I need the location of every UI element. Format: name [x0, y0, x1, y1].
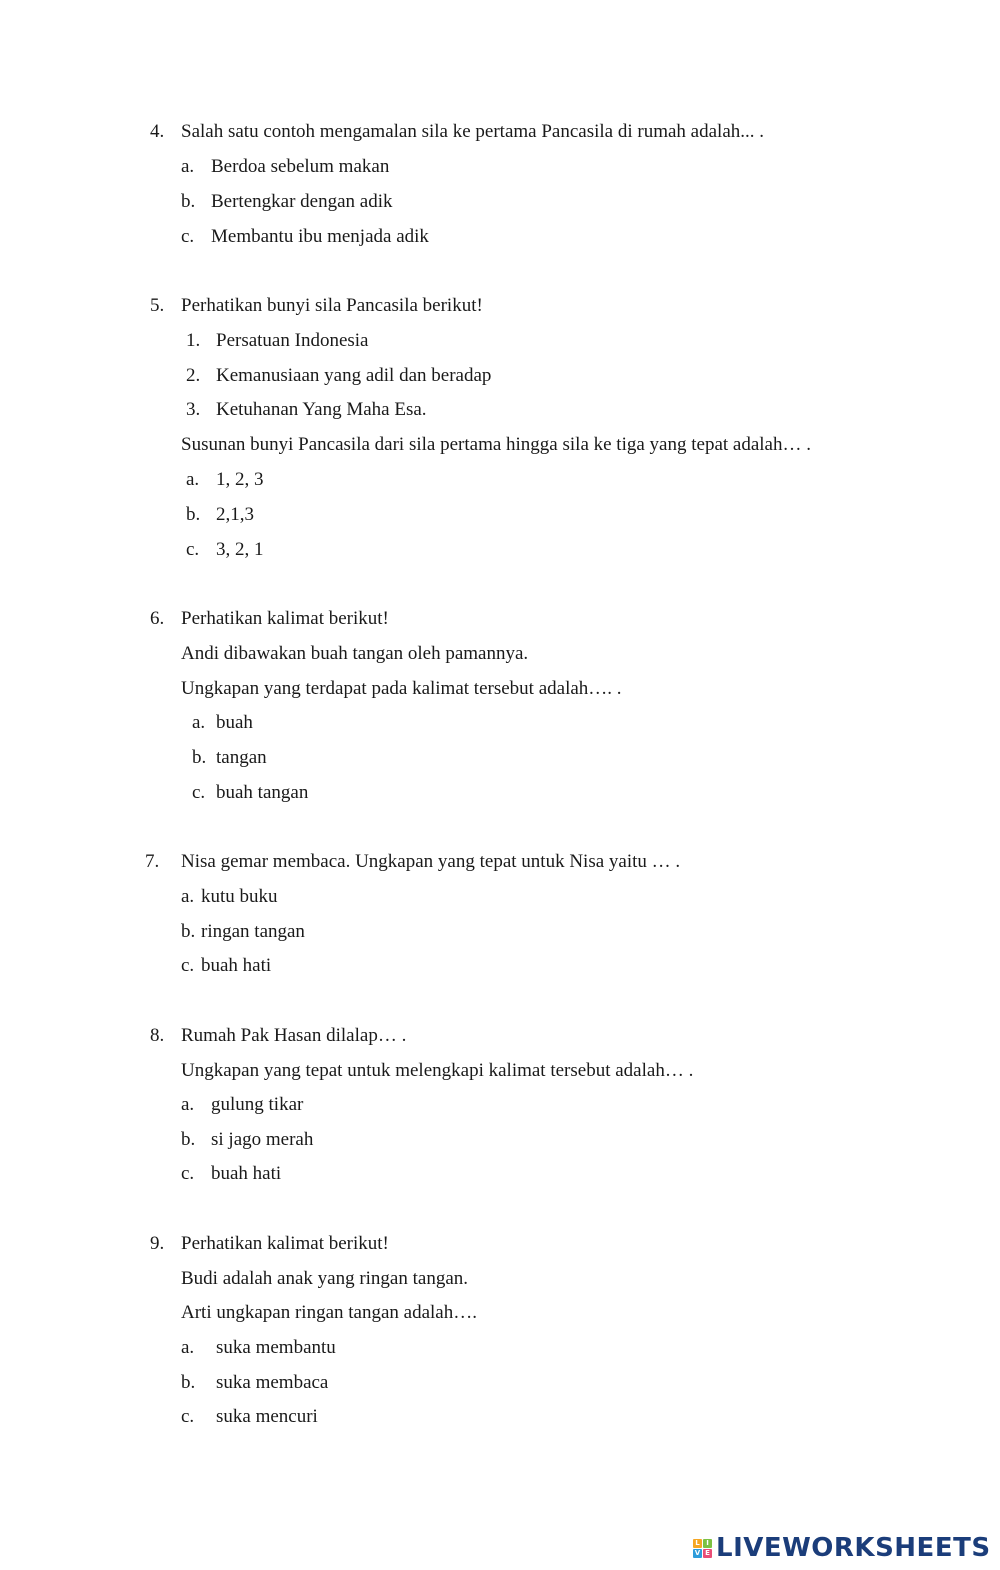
question-prompt: Susunan bunyi Pancasila dari sila pertama hingga sila ke tiga yang tepat adalah… . — [181, 434, 811, 455]
logo-mark-l: L — [693, 1539, 702, 1548]
option-text: Membantu ibu menjada adik — [211, 226, 429, 247]
option-letter: a. — [181, 156, 195, 177]
item-text: Kemanusiaan yang adil dan beradap — [216, 365, 492, 386]
option-letter: c. — [181, 955, 195, 976]
item-text: Ketuhanan Yang Maha Esa. — [216, 399, 427, 420]
logo-mark-e: E — [703, 1549, 712, 1558]
option-letter: b. — [186, 504, 201, 525]
option-letter: c. — [186, 539, 200, 560]
item-text: Persatuan Indonesia — [216, 330, 369, 351]
option-letter: b. — [181, 191, 196, 212]
option-text: ringan tangan — [201, 921, 305, 942]
option-letter: c. — [181, 1406, 195, 1427]
question-number: 9. — [150, 1233, 165, 1254]
question-prompt: Ungkapan yang tepat untuk melengkapi kalimat tersebut adalah… . — [181, 1060, 694, 1081]
question-text: Perhatikan kalimat berikut! — [181, 608, 389, 629]
question-prompt: Arti ungkapan ringan tangan adalah…. — [181, 1302, 477, 1323]
option-text: suka mencuri — [216, 1406, 318, 1427]
option-letter: b. — [181, 1129, 196, 1150]
option-text: Berdoa sebelum makan — [211, 156, 390, 177]
logo-mark-i: I — [703, 1539, 712, 1548]
logo-text: LIVEWORKSHEETS — [716, 1533, 991, 1563]
option-letter: b. — [192, 747, 207, 768]
question-text: Perhatikan bunyi sila Pancasila berikut! — [181, 295, 483, 316]
option-text: tangan — [216, 747, 267, 768]
option-text: gulung tikar — [211, 1094, 304, 1115]
option-text: buah hati — [211, 1163, 282, 1184]
question-number: 6. — [150, 608, 165, 629]
liveworksheets-logo[interactable] — [693, 1532, 991, 1564]
option-text: suka membantu — [216, 1337, 336, 1358]
question-prompt: Ungkapan yang terdapat pada kalimat tersebut adalah…. . — [181, 678, 622, 699]
question-number: 5. — [150, 295, 165, 316]
question-text: Nisa gemar membaca. Ungkapan yang tepat untuk Nisa yaitu … . — [181, 851, 681, 872]
option-letter: a. — [181, 1094, 195, 1115]
option-letter: c. — [192, 782, 206, 803]
option-text: Bertengkar dengan adik — [211, 191, 393, 212]
item-number: 2. — [186, 365, 201, 386]
logo-mark-icon — [693, 1539, 712, 1558]
question-text: Perhatikan kalimat berikut! — [181, 1233, 389, 1254]
option-text: suka membaca — [216, 1372, 329, 1393]
option-text: 3, 2, 1 — [216, 539, 264, 560]
option-letter: b. — [181, 921, 196, 942]
option-letter: a. — [181, 886, 195, 907]
option-text: buah hati — [201, 955, 272, 976]
option-letter: c. — [181, 1163, 195, 1184]
option-text: si jago merah — [211, 1129, 314, 1150]
question-number: 8. — [150, 1025, 165, 1046]
option-text: 1, 2, 3 — [216, 469, 264, 490]
option-letter: a. — [181, 1337, 195, 1358]
option-letter: a. — [192, 712, 206, 733]
question-number: 7. — [145, 851, 160, 872]
item-number: 1. — [186, 330, 201, 351]
option-text: buah — [216, 712, 253, 733]
question-text: Salah satu contoh mengamalan sila ke pertama Pancasila di rumah adalah... . — [181, 121, 764, 142]
option-letter: a. — [186, 469, 200, 490]
option-letter: c. — [181, 226, 195, 247]
option-text: kutu buku — [201, 886, 278, 907]
question-number: 4. — [150, 121, 165, 142]
logo-mark-v: V — [694, 1548, 701, 1557]
option-letter: b. — [181, 1372, 196, 1393]
question-sentence: Budi adalah anak yang ringan tangan. — [181, 1268, 469, 1289]
question-text: Rumah Pak Hasan dilalap… . — [181, 1025, 407, 1046]
option-text: buah tangan — [216, 782, 309, 803]
item-number: 3. — [186, 399, 201, 420]
question-sentence: Andi dibawakan buah tangan oleh pamannya. — [181, 643, 529, 664]
option-text: 2,1,3 — [216, 504, 254, 525]
